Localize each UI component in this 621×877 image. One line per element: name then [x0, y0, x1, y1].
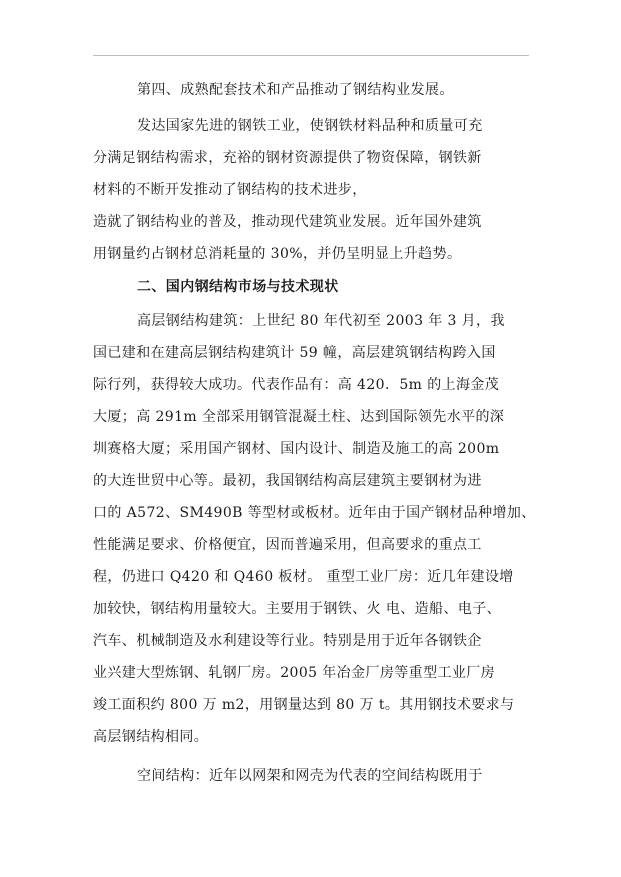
paragraph-line: 高层钢结构相同。 [93, 729, 209, 745]
paragraph-line: 大厦；高 291m 全部采用钢管混凝土柱、达到国际领先水平的深 [93, 409, 505, 425]
header-rule [93, 55, 529, 56]
section-four-title: 第四、成熟配套技术和产品推动了钢结构业发展。 [137, 82, 454, 98]
paragraph-line: 分满足钢结构需求，充裕的钢材资源提供了物资保障，钢铁新 [93, 150, 482, 166]
paragraph-line: 圳赛格大厦；采用国产钢材、国内设计、制造及施工的高 200m [93, 441, 500, 457]
paragraph-line: 发达国家先进的钢铁工业，使钢铁材料品种和质量可充 [137, 118, 483, 134]
paragraph-line: 国已建和在建高层钢结构建筑计 59 幢，高层建筑钢结构跨入国 [93, 345, 496, 361]
paragraph-line: 造就了钢结构业的普及，推动现代建筑业发展。近年国外建筑 [93, 214, 482, 230]
paragraph-line: 加较快，钢结构用量较大。主要用于钢铁、火 电、造船、电子、 [93, 601, 502, 617]
paragraph-line: 业兴建大型炼钢、轧钢厂房。2005 年冶金厂房等重型工业厂房 [93, 665, 496, 681]
paragraph-line: 空间结构：近年以网架和网壳为代表的空间结构既用于 [137, 768, 483, 784]
paragraph-line: 的大连世贸中心等。最初，我国钢结构高层建筑主要钢材为进 [93, 473, 482, 489]
paragraph-line: 口的 A572、SM490B 等型材或板材。近年由于国产钢材品种增加、 [93, 505, 536, 521]
section-two-heading: 二、国内钢结构市场与技术现状 [137, 279, 339, 295]
paragraph-line: 高层钢结构建筑：上世纪 80 年代初至 2003 年 3 月，我 [137, 313, 505, 329]
paragraph-line: 竣工面积约 800 万 m2，用钢量达到 80 万 t。其用钢技术要求与 [93, 697, 515, 713]
paragraph-line: 材料的不断开发推动了钢结构的技术进步， [93, 182, 367, 198]
paragraph-line: 性能满足要求、价格便宜，因而普遍采用，但高要求的重点工 [93, 537, 482, 553]
paragraph-line: 汽车、机械制造及水利建设等行业。特别是用于近年各钢铁企 [93, 633, 482, 649]
paragraph-line: 际行列，获得较大成功。代表作品有：高 420．5m 的上海金茂 [93, 377, 500, 393]
paragraph-line: 程，仍进口 Q420 和 Q460 板材。 重型工业厂房：近几年建设增 [93, 569, 514, 585]
paragraph-line: 用钢量约占钢材总消耗量的 30%，并仍呈明显上升趋势。 [93, 246, 462, 262]
